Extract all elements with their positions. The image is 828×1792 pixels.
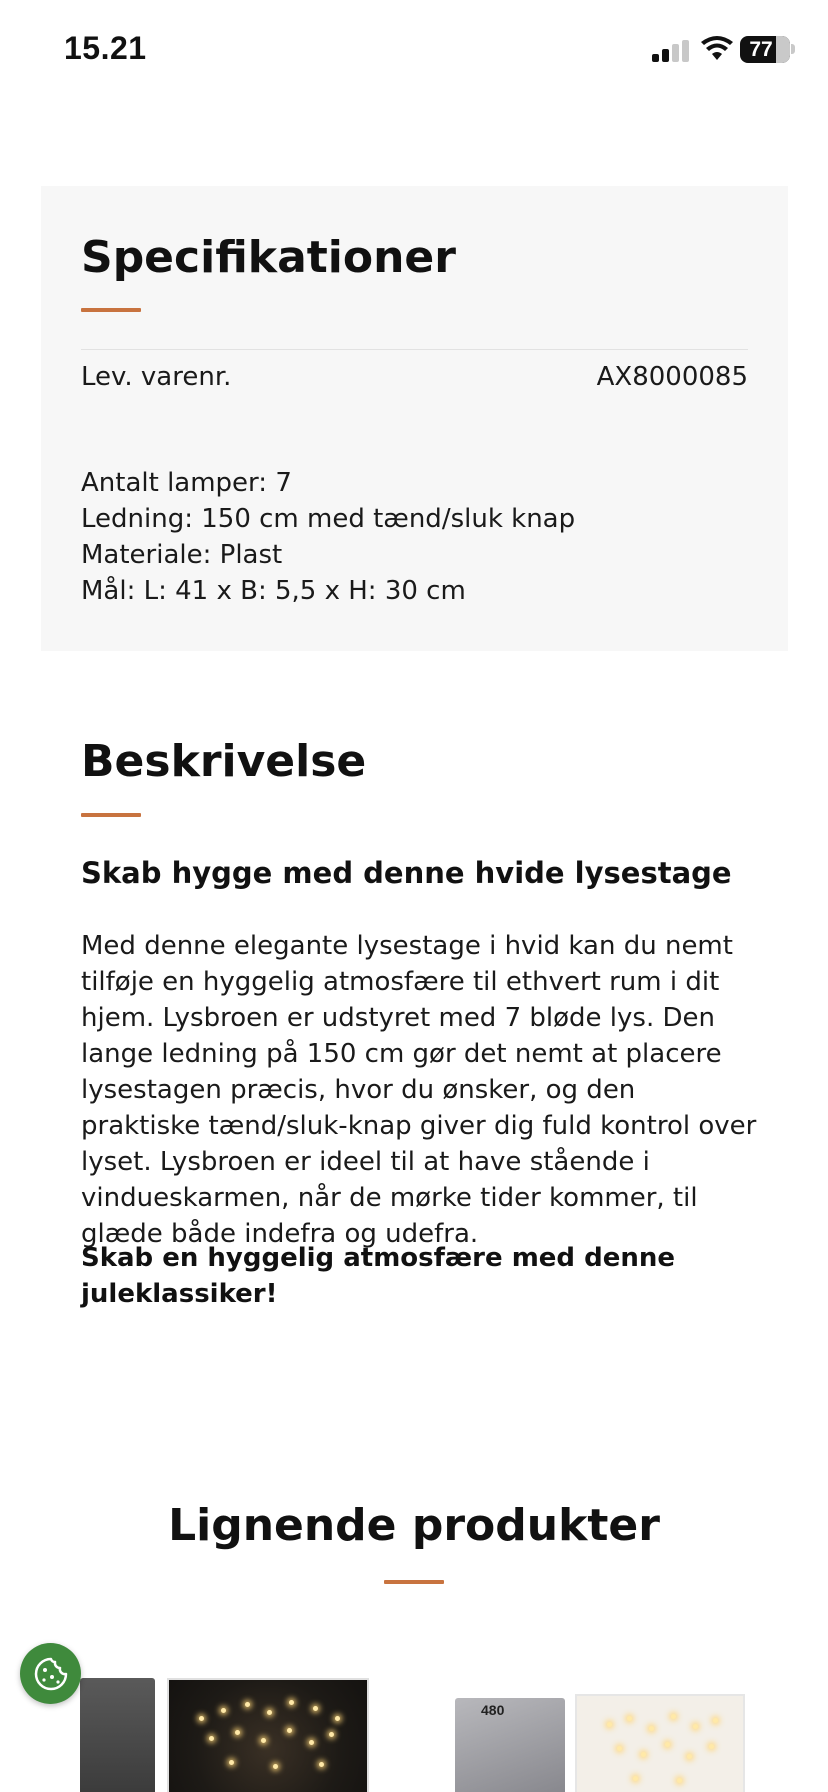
product-2-photo: [575, 1694, 745, 1792]
specifications-card: [41, 186, 788, 651]
product-2-box-image: [455, 1698, 565, 1792]
spec-detail-lamps: Antalt lamper: 7: [81, 468, 292, 498]
description-body: Med denne elegante lysestage i hvid kan du nemt tilføje en hyggelig atmosfære til ethvert rum i dit hjem. Lysbroen er udstyret med 7 bløde lys. Den lange ledning på 150 cm gør det nemt at placere lysestagen præcis, hvor du ønsker, og den praktiske tænd/sluk-knap giver dig fuld kontrol over lyset. Lysbroen er ideel til at have stående i vindueskarmen, når de mørke tider kommer, til glæde både indefra og udefra.: [81, 931, 757, 1249]
description-accent-line: [81, 813, 141, 817]
cookie-settings-button[interactable]: [20, 1643, 81, 1704]
description-title: Beskrivelse: [81, 736, 367, 787]
spec-divider: [81, 349, 748, 350]
battery-icon: [740, 36, 790, 63]
status-bar: [0, 0, 828, 100]
product-1-photo: [167, 1678, 369, 1792]
similar-products-title: Lignende produkter: [168, 1500, 660, 1551]
title-accent-line: [81, 308, 141, 312]
spec-value-supplier-number: AX8000085: [596, 362, 748, 392]
spec-detail-dimensions: Mål: L: 41 x B: 5,5 x H: 30 cm: [81, 576, 466, 606]
description-cta: Skab en hyggelig atmosfære med denne juleklassiker!: [81, 1243, 675, 1309]
product-card-2[interactable]: [455, 1640, 750, 1792]
spec-label-supplier-number: Lev. varenr.: [81, 362, 232, 392]
spec-detail-material: Materiale: Plast: [81, 540, 283, 570]
product-1-box-image: [80, 1678, 155, 1792]
status-time: 15.21: [64, 30, 147, 66]
wifi-icon: [700, 36, 734, 62]
product-card-1[interactable]: [80, 1640, 375, 1792]
battery-level: 77: [749, 38, 773, 61]
product-2-box-label: 480: [481, 1702, 505, 1718]
description-subtitle: Skab hygge med denne hvide lysestage: [81, 856, 732, 890]
cellular-signal-icon: [652, 40, 690, 62]
similar-accent-line: [384, 1580, 444, 1584]
cookie-icon: [32, 1655, 70, 1693]
specifications-title: Specifikationer: [81, 232, 456, 283]
spec-detail-cord: Ledning: 150 cm med tænd/sluk knap: [81, 504, 576, 534]
